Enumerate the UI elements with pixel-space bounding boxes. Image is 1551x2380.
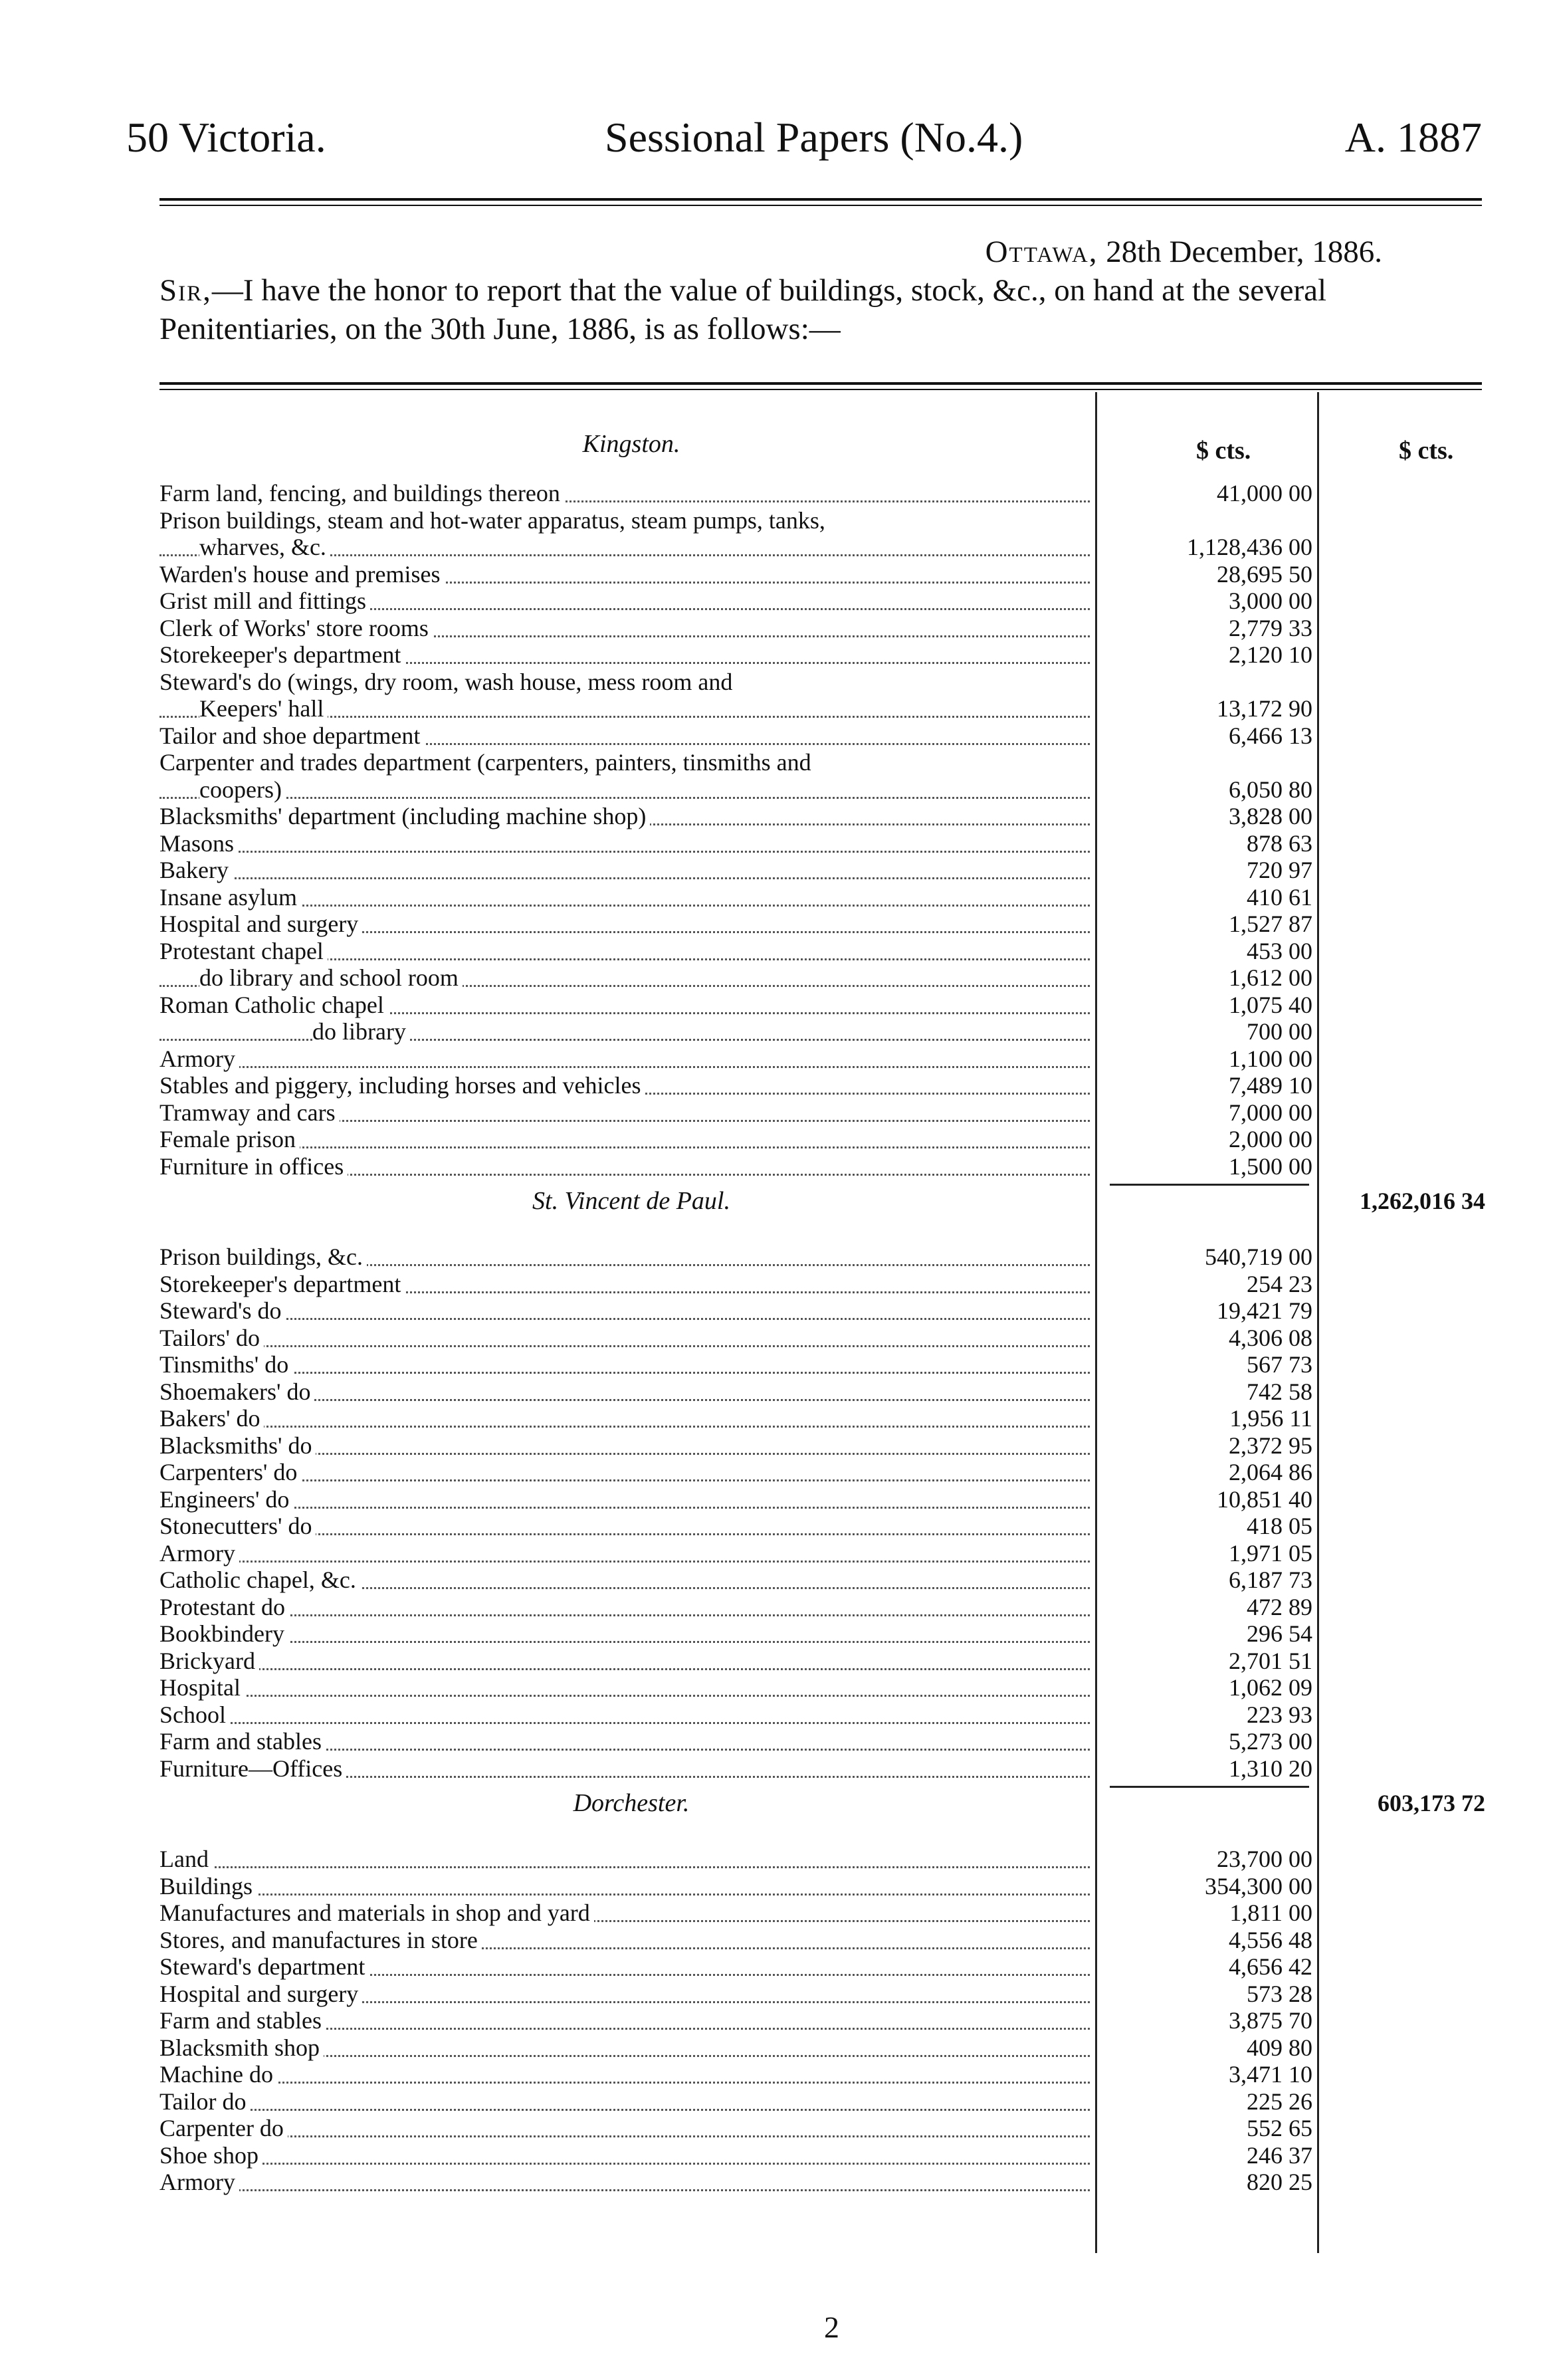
item-amount: 354,300 00	[1205, 1872, 1312, 1899]
item-amount: 1,500 00	[1229, 1152, 1312, 1180]
item-label	[159, 1701, 1090, 1728]
section-title: Kingston.	[582, 430, 680, 458]
item-label-text: Insane asylum	[159, 884, 301, 911]
item-amount: 409 80	[1247, 2034, 1312, 2061]
leader-dots	[159, 851, 1090, 853]
item-label-text: Prison buildings, steam and hot-water apparatus, steam pumps, tanks,	[159, 507, 829, 534]
item-amount: 3,471 10	[1229, 2061, 1312, 2088]
item-amount: 567 73	[1247, 1351, 1312, 1378]
item-label	[159, 669, 1090, 695]
item-label	[159, 1432, 1090, 1459]
item-amount: 2,120 10	[1229, 641, 1312, 668]
item-label-text: Tinsmiths' do	[159, 1351, 292, 1378]
item-amount: 2,779 33	[1229, 614, 1312, 641]
letter-place: Ottawa,	[985, 235, 1098, 269]
letter-intro	[159, 233, 1482, 348]
item-label-text: Protestant chapel	[159, 938, 328, 964]
amount-column-header: $ cts.	[1196, 437, 1251, 465]
item-label-text: Brickyard	[159, 1648, 259, 1674]
item-label	[159, 1486, 1090, 1513]
item-amount: 10,851 40	[1217, 1485, 1312, 1513]
item-amount: 296 54	[1247, 1620, 1312, 1647]
item-label	[159, 722, 1090, 749]
item-amount: 2,701 51	[1229, 1647, 1312, 1674]
item-label-text: Bookbindery	[159, 1620, 288, 1647]
leader-dots	[159, 1507, 1090, 1509]
leader-dots	[159, 797, 1090, 799]
item-label	[159, 776, 1090, 803]
item-label	[159, 1927, 1090, 1953]
item-amount: 13,172 90	[1217, 695, 1312, 722]
letter-body	[159, 271, 1482, 348]
item-amount: 3,875 70	[1229, 2007, 1312, 2034]
item-amount: 2,000 00	[1229, 1126, 1312, 1152]
item-amount: 5,273 00	[1229, 1728, 1312, 1755]
item-label-text: coopers)	[199, 776, 286, 803]
section-title: Dorchester.	[573, 1789, 690, 1817]
item-label-text: Tailor do	[159, 2088, 250, 2115]
item-label-text: wharves, &c.	[199, 534, 330, 560]
item-label	[159, 1378, 1090, 1405]
item-label-text: Engineers' do	[159, 1486, 293, 1513]
item-label-text: Shoe shop	[159, 2142, 262, 2169]
item-label	[159, 1873, 1090, 1899]
item-label-text: Hospital	[159, 1674, 245, 1701]
item-label-text: Clerk of Works' store rooms	[159, 615, 433, 641]
item-label	[159, 749, 1090, 776]
item-amount: 742 58	[1247, 1378, 1312, 1405]
item-label-text: Stonecutters' do	[159, 1513, 316, 1539]
item-label-text: Warden's house and premises	[159, 561, 444, 588]
total-column-header: $ cts.	[1399, 437, 1454, 465]
item-amount: 6,187 73	[1229, 1567, 1312, 1593]
letter-dateline	[159, 233, 1482, 271]
item-label-text: Farm and stables	[159, 1728, 326, 1755]
item-label	[159, 2169, 1090, 2195]
item-label	[159, 803, 1090, 829]
letter-text: —I have the honor to report that the value of buildings, stock, &c., on hand at the several Penitentiaries, on the 30th June, 1886, is as follows:—	[159, 273, 1327, 346]
item-label-text: Steward's department	[159, 1953, 369, 1980]
item-label	[159, 1953, 1090, 1980]
item-amount: 4,556 48	[1229, 1926, 1312, 1953]
leader-dots	[159, 1345, 1090, 1347]
page-number: 2	[824, 2310, 839, 2344]
item-label	[159, 480, 1090, 506]
item-label-text: Catholic chapel, &c.	[159, 1567, 360, 1593]
item-label-text: Bakers' do	[159, 1405, 264, 1432]
header-year: A. 1887	[1344, 114, 1482, 161]
column-divider-2	[1317, 392, 1319, 2253]
item-amount: 1,062 09	[1229, 1674, 1312, 1701]
item-label	[159, 2142, 1090, 2169]
item-amount: 472 89	[1247, 1593, 1312, 1620]
leader-dots	[159, 1318, 1090, 1320]
item-label	[159, 964, 1090, 991]
item-amount: 1,956 11	[1229, 1405, 1312, 1432]
leader-dots	[159, 2163, 1090, 2165]
leader-dots	[159, 1614, 1090, 1616]
item-label	[159, 1755, 1090, 1782]
item-label	[159, 1018, 1090, 1045]
item-amount: 1,075 40	[1229, 991, 1312, 1018]
item-label	[159, 561, 1090, 588]
item-label-text: Farm land, fencing, and buildings thereon	[159, 480, 564, 506]
item-label-text: Blacksmith shop	[159, 2034, 324, 2061]
item-label-text: Hospital and surgery	[159, 1981, 362, 2007]
header-title: Sessional Papers (No.4.)	[605, 114, 1023, 161]
subtotal-rule	[1110, 1184, 1309, 1186]
item-label	[159, 992, 1090, 1018]
item-label-text: Manufactures and materials in shop and yard	[159, 1899, 594, 1926]
leader-dots	[159, 1722, 1090, 1724]
item-label-text: Steward's do	[159, 1297, 285, 1324]
item-label-text: Protestant do	[159, 1594, 289, 1620]
item-label-text: do library	[312, 1018, 410, 1045]
item-amount: 225 26	[1247, 2088, 1312, 2115]
item-label-text: Farm and stables	[159, 2007, 326, 2034]
item-label-text: Stores, and manufactures in store	[159, 1927, 482, 1953]
item-label	[159, 1351, 1090, 1378]
item-label-text: Armory	[159, 2169, 239, 2195]
item-label-text: Steward's do (wings, dry room, wash house, mess room and	[159, 669, 736, 695]
leader-dots	[159, 1426, 1090, 1428]
section-title: St. Vincent de Paul.	[532, 1187, 730, 1215]
item-label	[159, 1271, 1090, 1297]
item-label	[159, 1045, 1090, 1072]
item-label	[159, 1540, 1090, 1567]
item-label	[159, 534, 1090, 560]
item-label	[159, 1594, 1090, 1620]
item-label	[159, 1325, 1090, 1351]
header-rule	[159, 198, 1482, 206]
item-label-text: Tramway and cars	[159, 1099, 340, 1126]
item-amount: 878 63	[1247, 829, 1312, 857]
item-label	[159, 2088, 1090, 2115]
leader-dots	[159, 1372, 1090, 1374]
running-header	[126, 113, 1482, 173]
item-label-text: Armory	[159, 1045, 239, 1072]
item-amount: 700 00	[1247, 1018, 1312, 1045]
item-label-text: Furniture—Offices	[159, 1755, 346, 1782]
item-amount: 410 61	[1247, 883, 1312, 911]
leader-dots	[159, 1695, 1090, 1697]
item-amount: 1,128,436 00	[1187, 534, 1312, 560]
item-label-text: Carpenter and trades department (carpenters, painters, tinsmiths and	[159, 749, 815, 776]
item-label-text: Bakery	[159, 857, 233, 883]
item-label	[159, 1153, 1090, 1180]
item-label-text: Grist mill and fittings	[159, 588, 370, 614]
item-label-text: Blacksmiths' do	[159, 1432, 316, 1459]
item-label-text: Tailors' do	[159, 1325, 264, 1351]
item-amount: 23,700 00	[1217, 1846, 1312, 1872]
item-amount: 41,000 00	[1217, 480, 1312, 506]
item-label-text: Furniture in offices	[159, 1153, 348, 1180]
item-label	[159, 857, 1090, 883]
item-label	[159, 830, 1090, 857]
item-amount: 6,050 80	[1229, 776, 1312, 803]
item-amount: 4,656 42	[1229, 1953, 1312, 1980]
item-label	[159, 1648, 1090, 1674]
item-amount: 3,000 00	[1229, 588, 1312, 614]
item-label	[159, 911, 1090, 937]
leader-dots	[159, 1893, 1090, 1895]
section-total: 603,173 72	[1378, 1790, 1485, 1816]
item-label-text: Female prison	[159, 1126, 300, 1152]
item-label	[159, 2007, 1090, 2034]
item-amount: 573 28	[1247, 1980, 1312, 2007]
item-amount: 223 93	[1247, 1701, 1312, 1728]
item-label	[159, 1297, 1090, 1324]
item-label-text: Blacksmiths' department (including machine shop)	[159, 803, 650, 829]
item-label-text: Carpenter do	[159, 2115, 288, 2141]
item-label	[159, 1567, 1090, 1593]
item-amount: 7,489 10	[1229, 1072, 1312, 1099]
item-label-text: Machine do	[159, 2061, 277, 2088]
item-label	[159, 1126, 1090, 1152]
item-label	[159, 1513, 1090, 1539]
item-label	[159, 1981, 1090, 2007]
item-label	[159, 1072, 1090, 1099]
leader-dots	[159, 877, 1090, 879]
subtotal-rule	[1110, 1786, 1309, 1788]
item-amount: 1,811 00	[1229, 1899, 1312, 1926]
item-amount: 2,372 95	[1229, 1432, 1312, 1459]
leader-dots	[159, 2082, 1090, 2084]
letter-salutation: Sir,	[159, 273, 212, 308]
item-amount: 246 37	[1247, 2141, 1312, 2169]
item-label	[159, 641, 1090, 668]
item-amount: 540,719 00	[1205, 1244, 1312, 1270]
leader-dots	[159, 1866, 1090, 1868]
item-amount: 7,000 00	[1229, 1099, 1312, 1126]
item-label-text: Prison buildings, &c.	[159, 1244, 367, 1270]
column-divider-1	[1095, 392, 1097, 2253]
item-amount: 820 25	[1247, 2169, 1312, 2195]
item-amount: 1,971 05	[1229, 1539, 1312, 1567]
section-total: 1,262,016 34	[1360, 1188, 1485, 1214]
item-amount: 2,064 86	[1229, 1459, 1312, 1485]
item-label	[159, 695, 1090, 722]
leader-dots	[159, 1066, 1090, 1068]
item-label	[159, 615, 1090, 641]
item-label	[159, 2115, 1090, 2141]
item-label-text: Storekeeper's department	[159, 1271, 405, 1297]
item-amount: 1,310 20	[1229, 1755, 1312, 1782]
item-label	[159, 1899, 1090, 1926]
item-amount: 1,612 00	[1229, 964, 1312, 991]
item-amount: 254 23	[1247, 1270, 1312, 1297]
item-label-text: Armory	[159, 1540, 239, 1567]
item-label-text: Stables and piggery, including horses and vehicles	[159, 1072, 645, 1099]
item-label-text: Roman Catholic chapel	[159, 992, 388, 1018]
leader-dots	[159, 1039, 1090, 1041]
item-label	[159, 1620, 1090, 1647]
item-label	[159, 588, 1090, 614]
item-label	[159, 1674, 1090, 1701]
item-label	[159, 1728, 1090, 1755]
item-label	[159, 2061, 1090, 2088]
item-amount: 552 65	[1247, 2115, 1312, 2141]
item-amount: 1,527 87	[1229, 911, 1312, 937]
item-label	[159, 1846, 1090, 1872]
item-label-text: Masons	[159, 830, 238, 857]
leader-dots	[159, 1561, 1090, 1563]
item-amount: 19,421 79	[1217, 1297, 1312, 1324]
leader-dots	[159, 2109, 1090, 2111]
item-label	[159, 1244, 1090, 1270]
letter-date: 28th December, 1886.	[1106, 235, 1382, 269]
table-top-rule	[159, 382, 1482, 390]
item-label-text: Hospital and surgery	[159, 911, 362, 937]
item-label	[159, 1459, 1090, 1485]
header-session: 50 Victoria.	[126, 114, 326, 161]
item-amount: 418 05	[1247, 1513, 1312, 1539]
leader-dots	[159, 2189, 1090, 2191]
item-label-text: do library and school room	[199, 964, 463, 991]
item-label-text: Shoemakers' do	[159, 1378, 314, 1405]
item-amount: 453 00	[1247, 937, 1312, 964]
item-amount: 3,828 00	[1229, 803, 1312, 829]
item-label	[159, 1405, 1090, 1432]
leader-dots	[159, 1641, 1090, 1643]
item-amount: 6,466 13	[1229, 722, 1312, 749]
item-label-text: Storekeeper's department	[159, 641, 405, 668]
item-label-text: Carpenters' do	[159, 1459, 301, 1485]
item-label-text: School	[159, 1701, 230, 1728]
item-amount: 1,100 00	[1229, 1045, 1312, 1072]
item-amount: 28,695 50	[1217, 560, 1312, 588]
item-label-text: Land	[159, 1846, 213, 1872]
item-label-text: Tailor and shoe department	[159, 722, 424, 749]
leader-dots	[159, 1668, 1090, 1670]
item-label	[159, 938, 1090, 964]
item-amount: 720 97	[1247, 857, 1312, 883]
item-label	[159, 2034, 1090, 2061]
item-label	[159, 507, 1090, 534]
leader-dots	[159, 2135, 1090, 2137]
item-amount: 4,306 08	[1229, 1324, 1312, 1351]
item-label	[159, 1099, 1090, 1126]
item-label	[159, 884, 1090, 911]
item-label-text: Keepers' hall	[199, 695, 328, 722]
item-label-text: Buildings	[159, 1873, 257, 1899]
